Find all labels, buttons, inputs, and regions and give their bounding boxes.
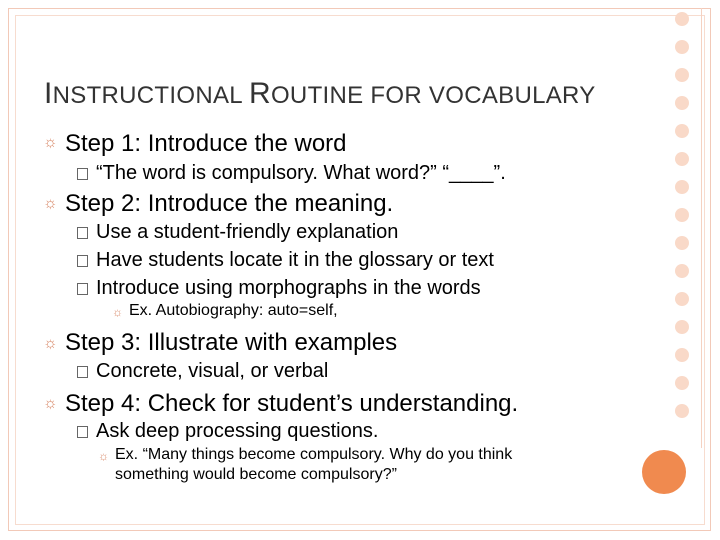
decorative-dot <box>675 348 689 362</box>
bullet-step-1-example: “The word is compulsory. What word?” “____”. <box>96 162 506 184</box>
decorative-dot <box>675 236 689 250</box>
bullet-step-3-types: Concrete, visual, or verbal <box>96 360 329 382</box>
decorative-dot <box>675 152 689 166</box>
title-word: OUTINE FOR VOCABULARY <box>270 82 596 109</box>
sun-bullet-icon: ☼ <box>43 134 58 151</box>
title-cap: I <box>44 77 53 110</box>
decorative-dot <box>675 404 689 418</box>
title-cap: R <box>249 77 271 110</box>
sun-bullet-icon: ☼ <box>43 395 58 412</box>
bullet-step-2-morphographs: Introduce using morphographs in the words <box>96 277 481 299</box>
bullet-step-1: Step 1: Introduce the word <box>65 130 347 157</box>
bullet-step-4-example-line-1: Ex. “Many things become compulsory. Why do you think <box>115 446 513 463</box>
sun-bullet-icon: ☼ <box>43 195 58 212</box>
decorative-dot <box>675 96 689 110</box>
bullet-step-4-questions: Ask deep processing questions. <box>96 420 379 442</box>
decorative-dot <box>675 180 689 194</box>
checkbox-bullet-icon <box>77 255 88 267</box>
bullet-step-2-glossary: Have students locate it in the glossary or text <box>96 249 494 271</box>
decorative-dot <box>675 320 689 334</box>
slide-title <box>44 77 596 111</box>
decorative-dot <box>675 376 689 390</box>
bullet-step-2-example: Ex. Autobiography: auto=self, <box>129 302 338 319</box>
sun-bullet-icon: ☼ <box>112 305 123 319</box>
checkbox-bullet-icon <box>77 168 88 180</box>
checkbox-bullet-icon <box>77 366 88 378</box>
decorative-dot <box>675 292 689 306</box>
decorative-dot <box>675 12 689 26</box>
decorative-vertical-line <box>701 8 702 448</box>
bullet-step-4-example-line-2: something would become compulsory?” <box>115 466 397 483</box>
sun-bullet-icon: ☼ <box>98 449 109 463</box>
checkbox-bullet-icon <box>77 426 88 438</box>
decorative-orange-circle <box>642 450 686 494</box>
title-word: NSTRUCTIONAL <box>52 82 249 109</box>
decorative-dot <box>675 40 689 54</box>
decorative-dot <box>675 68 689 82</box>
bullet-step-2: Step 2: Introduce the meaning. <box>65 190 394 217</box>
decorative-dot <box>675 208 689 222</box>
decorative-dot <box>675 264 689 278</box>
decorative-dot <box>675 124 689 138</box>
bullet-step-4: Step 4: Check for student’s understanding. <box>65 390 519 417</box>
bullet-step-2-explanation: Use a student-friendly explanation <box>96 221 399 243</box>
checkbox-bullet-icon <box>77 283 88 295</box>
bullet-step-3: Step 3: Illustrate with examples <box>65 329 398 356</box>
sun-bullet-icon: ☼ <box>43 335 58 352</box>
checkbox-bullet-icon <box>77 227 88 239</box>
